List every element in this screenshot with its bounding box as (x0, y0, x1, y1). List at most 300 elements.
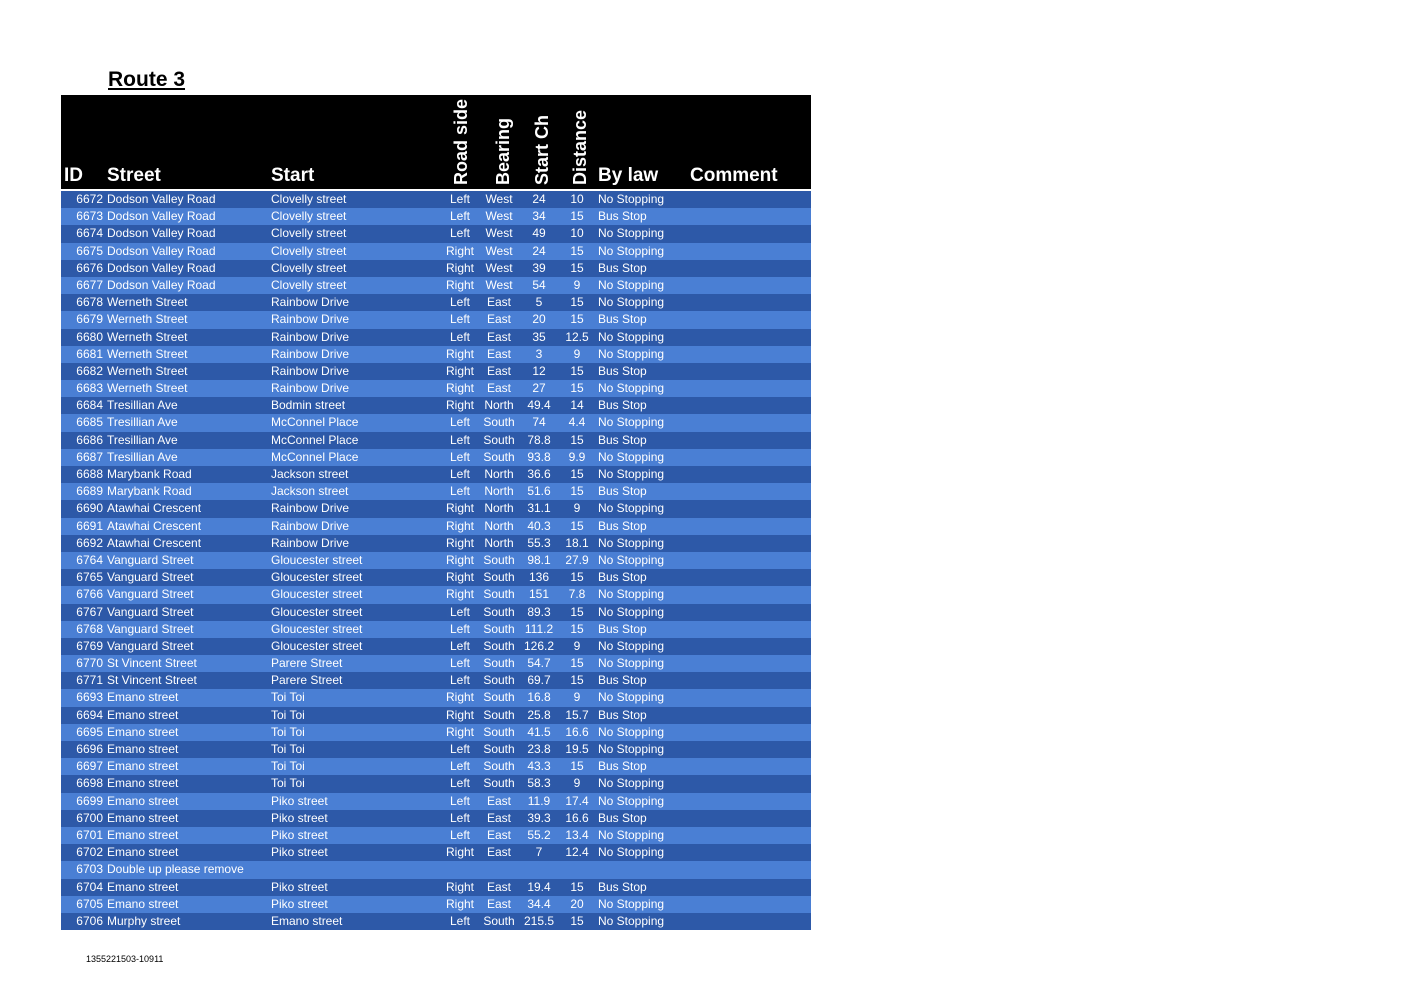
cell-start-ch: 23.8 (527, 742, 551, 756)
cell-street: Emano street (107, 896, 179, 911)
cell-id: 6674 (76, 226, 103, 241)
cell-road-side: Right (445, 724, 474, 739)
table-row (61, 604, 811, 621)
table-row (61, 879, 811, 896)
cell-start: Gloucester street (271, 570, 363, 585)
cell-bearing: South (483, 432, 515, 447)
cell-bearing: South (483, 776, 515, 791)
cell-distance: 16.6 (565, 810, 589, 825)
table-row (61, 775, 811, 792)
cell-id: 6689 (76, 484, 103, 499)
table-row (61, 449, 811, 466)
cell-street: Emano street (107, 759, 179, 774)
cell-id: 6690 (76, 501, 103, 516)
cell-start-ch: 24 (532, 243, 546, 258)
table-row (61, 414, 811, 431)
cell-distance: 15 (570, 673, 584, 688)
cell-id: 6673 (76, 209, 103, 224)
cell-by-law: Bus Stop (598, 398, 647, 413)
cell-start: McConnel Place (271, 415, 359, 430)
cell-distance: 4.4 (568, 415, 586, 430)
cell-by-law: Bus Stop (598, 673, 647, 688)
cell-distance: 15 (570, 879, 584, 894)
cell-street: Emano street (107, 810, 179, 825)
cell-id: 6685 (76, 415, 103, 430)
cell-start: Toi Toi (271, 776, 305, 791)
cell-street: Vanguard Street (107, 638, 194, 653)
table-row (61, 535, 811, 552)
cell-bearing: West (485, 226, 513, 241)
cell-by-law: No Stopping (598, 656, 665, 671)
cell-bearing: North (484, 467, 514, 481)
cell-distance: 17.4 (565, 793, 589, 808)
cell-distance: 15 (570, 621, 584, 636)
cell-start: Gloucester street (271, 621, 363, 636)
cell-street: Dodson Valley Road (107, 192, 216, 206)
table-row (61, 672, 811, 689)
cell-road-side: Right (445, 690, 474, 705)
cell-distance: 15 (570, 363, 584, 378)
cell-road-side: Left (449, 432, 470, 447)
cell-bearing: South (483, 724, 515, 739)
table-row (61, 363, 811, 380)
cell-road-side: Right (445, 570, 474, 585)
cell-start: Clovelly street (271, 226, 347, 241)
cell-start-ch: 24 (532, 192, 546, 206)
table-row (61, 225, 811, 242)
table-row (61, 277, 811, 294)
cell-start: Rainbow Drive (271, 518, 350, 533)
cell-bearing: East (486, 381, 511, 396)
cell-start-ch: 34 (532, 209, 546, 224)
cell-road-side: Left (449, 415, 470, 430)
cell-street: Vanguard Street (107, 552, 194, 567)
cell-distance: 9.9 (568, 449, 586, 464)
cell-by-law: No Stopping (598, 346, 665, 361)
cell-id: 6677 (76, 277, 103, 292)
cell-street: Werneth Street (107, 329, 188, 344)
cell-start: Gloucester street (271, 552, 363, 567)
cell-street: Werneth Street (107, 312, 188, 327)
cell-distance: 16.6 (565, 724, 589, 739)
cell-street: Tresillian Ave (107, 398, 178, 413)
table-header (61, 95, 811, 191)
cell-bearing: North (484, 484, 514, 499)
table-row (61, 191, 811, 208)
cell-start: Piko street (271, 810, 328, 825)
cell-start-ch: 58.3 (527, 776, 551, 791)
table-body (61, 191, 811, 930)
header-street: Street (107, 165, 161, 186)
cell-bearing: South (483, 759, 515, 774)
cell-by-law: No Stopping (598, 226, 665, 241)
table-row (61, 793, 811, 810)
cell-distance: 15 (570, 913, 584, 928)
cell-street: Tresillian Ave (107, 415, 178, 430)
cell-by-law: No Stopping (598, 604, 665, 619)
cell-distance: 7.8 (568, 587, 586, 602)
cell-start: Jackson street (271, 467, 349, 481)
cell-road-side: Right (445, 535, 474, 550)
cell-distance: 15 (570, 570, 584, 585)
cell-id: 6688 (76, 467, 103, 481)
cell-start: McConnel Place (271, 432, 359, 447)
cell-by-law: No Stopping (598, 638, 665, 653)
cell-id: 6681 (76, 346, 103, 361)
cell-by-law: No Stopping (598, 277, 665, 292)
table-row (61, 260, 811, 277)
cell-road-side: Right (445, 587, 474, 602)
cell-by-law: No Stopping (598, 845, 665, 860)
cell-by-law: No Stopping (598, 535, 665, 550)
cell-id: 6771 (76, 673, 103, 688)
cell-id: 6700 (76, 810, 103, 825)
cell-id: 6765 (76, 570, 103, 585)
cell-id: 6694 (76, 707, 103, 722)
cell-start: Piko street (271, 845, 328, 860)
cell-road-side: Left (449, 793, 470, 808)
cell-by-law: No Stopping (598, 381, 665, 396)
cell-bearing: East (486, 346, 511, 361)
cell-street: Double up please remove (107, 862, 244, 877)
cell-distance: 13.4 (565, 827, 589, 842)
cell-bearing: North (484, 518, 514, 533)
cell-by-law: Bus Stop (598, 879, 647, 894)
cell-start: Rainbow Drive (271, 312, 350, 327)
cell-distance: 15 (570, 260, 584, 275)
cell-street: Dodson Valley Road (107, 260, 216, 275)
header-distance: Distance (570, 109, 590, 185)
cell-street: Werneth Street (107, 295, 188, 310)
cell-road-side: Left (449, 621, 470, 636)
cell-bearing: South (483, 415, 515, 430)
cell-start-ch: 126.2 (523, 638, 555, 653)
document-footer-id: 1355221503-10911 (86, 954, 164, 964)
cell-start-ch: 111.2 (524, 621, 554, 636)
cell-distance: 20 (570, 896, 584, 911)
cell-id: 6702 (76, 845, 103, 860)
cell-bearing: North (484, 535, 514, 550)
cell-bearing: South (483, 587, 515, 602)
cell-start: Rainbow Drive (271, 363, 350, 378)
table-row (61, 346, 811, 363)
cell-road-side: Left (449, 484, 470, 499)
cell-street: Dodson Valley Road (107, 226, 216, 241)
cell-start-ch: 11.9 (527, 793, 551, 808)
cell-distance: 19.5 (565, 742, 589, 756)
cell-road-side: Right (445, 243, 474, 258)
cell-bearing: South (483, 449, 515, 464)
cell-bearing: South (483, 707, 515, 722)
table-row (61, 483, 811, 500)
table-row (61, 552, 811, 569)
cell-start-ch: 89.3 (527, 604, 551, 619)
cell-by-law: No Stopping (598, 552, 665, 567)
cell-road-side: Left (449, 759, 470, 774)
cell-start-ch: 74 (532, 415, 546, 430)
cell-bearing: South (483, 604, 515, 619)
cell-id: 6680 (76, 329, 103, 344)
cell-road-side: Left (449, 827, 470, 842)
cell-by-law: No Stopping (598, 587, 665, 602)
cell-id: 6698 (76, 776, 103, 791)
table-row (61, 500, 811, 517)
cell-start: Rainbow Drive (271, 501, 350, 516)
cell-street: Vanguard Street (107, 570, 194, 585)
cell-start: Piko street (271, 879, 328, 894)
cell-start: Gloucester street (271, 604, 363, 619)
cell-start-ch: 27 (532, 381, 546, 396)
cell-street: Emano street (107, 776, 179, 791)
cell-street: Emano street (107, 879, 179, 894)
cell-bearing: South (483, 570, 515, 585)
cell-start-ch: 43.3 (527, 759, 551, 774)
table-row (61, 518, 811, 535)
table-row (61, 913, 811, 930)
header-comment: Comment (690, 165, 778, 186)
cell-road-side: Right (445, 707, 474, 722)
cell-id: 6769 (76, 638, 103, 653)
table-row (61, 208, 811, 225)
cell-start-ch: 36.6 (527, 467, 551, 481)
cell-id: 6766 (76, 587, 103, 602)
table-row (61, 466, 811, 483)
cell-start: Piko street (271, 793, 328, 808)
cell-by-law: No Stopping (598, 243, 665, 258)
table-row (61, 294, 811, 311)
cell-road-side: Right (445, 277, 474, 292)
cell-bearing: North (484, 501, 514, 516)
cell-by-law: No Stopping (598, 793, 665, 808)
cell-street: Werneth Street (107, 346, 188, 361)
cell-by-law: No Stopping (598, 467, 665, 481)
cell-road-side: Left (449, 209, 470, 224)
cell-road-side: Left (449, 810, 470, 825)
cell-distance: 15 (570, 243, 584, 258)
cell-by-law: Bus Stop (598, 810, 647, 825)
cell-id: 6676 (76, 260, 103, 275)
cell-start-ch: 25.8 (527, 707, 551, 722)
cell-by-law: Bus Stop (598, 707, 647, 722)
table-row (61, 243, 811, 260)
cell-bearing: South (483, 673, 515, 688)
cell-id: 6687 (76, 449, 103, 464)
cell-street: Werneth Street (107, 363, 188, 378)
cell-start: Rainbow Drive (271, 329, 350, 344)
cell-bearing: East (486, 896, 511, 911)
cell-bearing: West (485, 209, 513, 224)
cell-bearing: West (485, 192, 513, 206)
cell-distance: 15 (570, 604, 584, 619)
cell-distance: 15 (570, 209, 584, 224)
cell-distance: 15 (570, 759, 584, 774)
table-row (61, 586, 811, 603)
cell-bearing: South (483, 656, 515, 671)
cell-street: Emano street (107, 827, 179, 842)
cell-road-side: Left (449, 776, 470, 791)
cell-road-side: Right (445, 896, 474, 911)
cell-distance: 15 (570, 381, 584, 396)
cell-start-ch: 39 (532, 260, 546, 275)
cell-distance: 15 (570, 312, 584, 327)
cell-road-side: Left (449, 312, 470, 327)
cell-id: 6704 (76, 879, 103, 894)
table-row (61, 827, 811, 844)
cell-id: 6699 (76, 793, 103, 808)
cell-bearing: East (486, 845, 511, 860)
cell-street: Marybank Road (107, 484, 192, 499)
cell-bearing: West (485, 243, 513, 258)
cell-bearing: East (486, 810, 511, 825)
cell-id: 6703 (76, 862, 103, 877)
cell-start: Clovelly street (271, 243, 347, 258)
cell-start-ch: 98.1 (527, 552, 551, 567)
cell-bearing: East (486, 295, 511, 310)
cell-start: Parere Street (271, 673, 343, 688)
cell-street: Murphy street (107, 913, 181, 928)
cell-road-side: Right (445, 501, 474, 516)
cell-id: 6770 (76, 656, 103, 671)
cell-by-law: No Stopping (598, 724, 665, 739)
cell-by-law: Bus Stop (598, 484, 647, 499)
cell-road-side: Right (445, 363, 474, 378)
cell-by-law: No Stopping (598, 415, 665, 430)
cell-start: Clovelly street (271, 192, 347, 206)
header-by-law: By law (598, 165, 659, 186)
cell-start: Emano street (271, 913, 343, 928)
cell-id: 6701 (76, 827, 103, 842)
cell-start-ch: 3 (535, 346, 543, 361)
cell-id: 6768 (76, 621, 103, 636)
cell-by-law: No Stopping (598, 192, 665, 206)
cell-road-side: Left (449, 192, 470, 206)
cell-street: Emano street (107, 707, 179, 722)
cell-distance: 18.1 (565, 535, 589, 550)
table-row (61, 844, 811, 861)
cell-id: 6706 (76, 913, 103, 928)
cell-start: Clovelly street (271, 209, 347, 224)
cell-distance: 14 (570, 398, 584, 413)
cell-id: 6679 (76, 312, 103, 327)
cell-road-side: Left (449, 673, 470, 688)
cell-street: Emano street (107, 742, 179, 756)
cell-distance: 10 (570, 192, 584, 206)
table-row (61, 655, 811, 672)
cell-start-ch: 34.4 (527, 896, 551, 911)
cell-street: Emano street (107, 690, 179, 705)
cell-bearing: East (486, 879, 511, 894)
cell-bearing: East (486, 312, 511, 327)
cell-id: 6767 (76, 604, 103, 619)
cell-bearing: East (486, 827, 511, 842)
cell-id: 6684 (76, 398, 103, 413)
cell-street: Marybank Road (107, 467, 192, 481)
cell-start-ch: 19.4 (527, 879, 551, 894)
cell-id: 6686 (76, 432, 103, 447)
cell-start: McConnel Place (271, 449, 359, 464)
cell-road-side: Left (449, 656, 470, 671)
table-row (61, 810, 811, 827)
cell-road-side: Left (449, 449, 470, 464)
cell-by-law: No Stopping (598, 295, 665, 310)
cell-start-ch: 51.6 (527, 484, 551, 499)
cell-by-law: Bus Stop (598, 432, 647, 447)
cell-bearing: West (485, 277, 513, 292)
cell-distance: 15 (570, 484, 584, 499)
cell-id: 6675 (76, 243, 103, 258)
cell-street: Atawhai Crescent (107, 518, 202, 533)
cell-start-ch: 40.3 (527, 518, 551, 533)
cell-id: 6705 (76, 896, 103, 911)
cell-road-side: Left (449, 467, 470, 481)
cell-distance: 12.5 (565, 329, 589, 344)
cell-start: Gloucester street (271, 587, 363, 602)
table-row (61, 689, 811, 706)
cell-by-law: No Stopping (598, 827, 665, 842)
header-start: Start (271, 165, 315, 186)
cell-by-law: No Stopping (598, 690, 665, 705)
header-road-side: Road side (451, 98, 471, 185)
cell-start: Toi Toi (271, 707, 305, 722)
cell-by-law: No Stopping (598, 329, 665, 344)
cell-road-side: Left (449, 742, 470, 756)
cell-road-side: Left (449, 226, 470, 241)
cell-bearing: South (483, 638, 515, 653)
cell-id: 6697 (76, 759, 103, 774)
cell-id: 6696 (76, 742, 103, 756)
cell-distance: 27.9 (565, 552, 589, 567)
cell-street: Emano street (107, 724, 179, 739)
header-bearing: Bearing (493, 117, 513, 185)
cell-bearing: South (483, 552, 515, 567)
cell-bearing: South (483, 913, 515, 928)
cell-start: Clovelly street (271, 277, 347, 292)
header-start-ch: Start Ch (532, 114, 552, 185)
cell-distance: 15 (570, 656, 584, 671)
cell-start: Bodmin street (271, 398, 346, 413)
cell-distance: 12.4 (565, 845, 589, 860)
cell-by-law: No Stopping (598, 742, 665, 756)
cell-start-ch: 215.5 (523, 913, 555, 928)
cell-id: 6692 (76, 535, 103, 550)
cell-street: Dodson Valley Road (107, 243, 216, 258)
cell-street: Dodson Valley Road (107, 277, 216, 292)
cell-road-side: Left (449, 638, 470, 653)
cell-start: Toi Toi (271, 759, 305, 774)
cell-distance: 9 (573, 501, 581, 516)
cell-street: Vanguard Street (107, 604, 194, 619)
cell-road-side: Right (445, 260, 474, 275)
cell-start: Rainbow Drive (271, 346, 350, 361)
cell-by-law: No Stopping (598, 501, 665, 516)
table-row (61, 758, 811, 775)
cell-start-ch: 41.5 (527, 724, 551, 739)
cell-id: 6691 (76, 518, 103, 533)
cell-by-law: No Stopping (598, 776, 665, 791)
cell-road-side: Left (449, 295, 470, 310)
cell-start-ch: 93.8 (527, 449, 551, 464)
cell-start-ch: 7 (535, 845, 543, 860)
cell-road-side: Right (445, 381, 474, 396)
cell-street: Atawhai Crescent (107, 501, 202, 516)
table-row (61, 380, 811, 397)
table-row (61, 724, 811, 741)
header-id: ID (64, 165, 83, 186)
cell-distance: 15.7 (565, 707, 589, 722)
cell-street: St Vincent Street (107, 656, 197, 671)
cell-by-law: No Stopping (598, 913, 665, 928)
cell-id: 6695 (76, 724, 103, 739)
